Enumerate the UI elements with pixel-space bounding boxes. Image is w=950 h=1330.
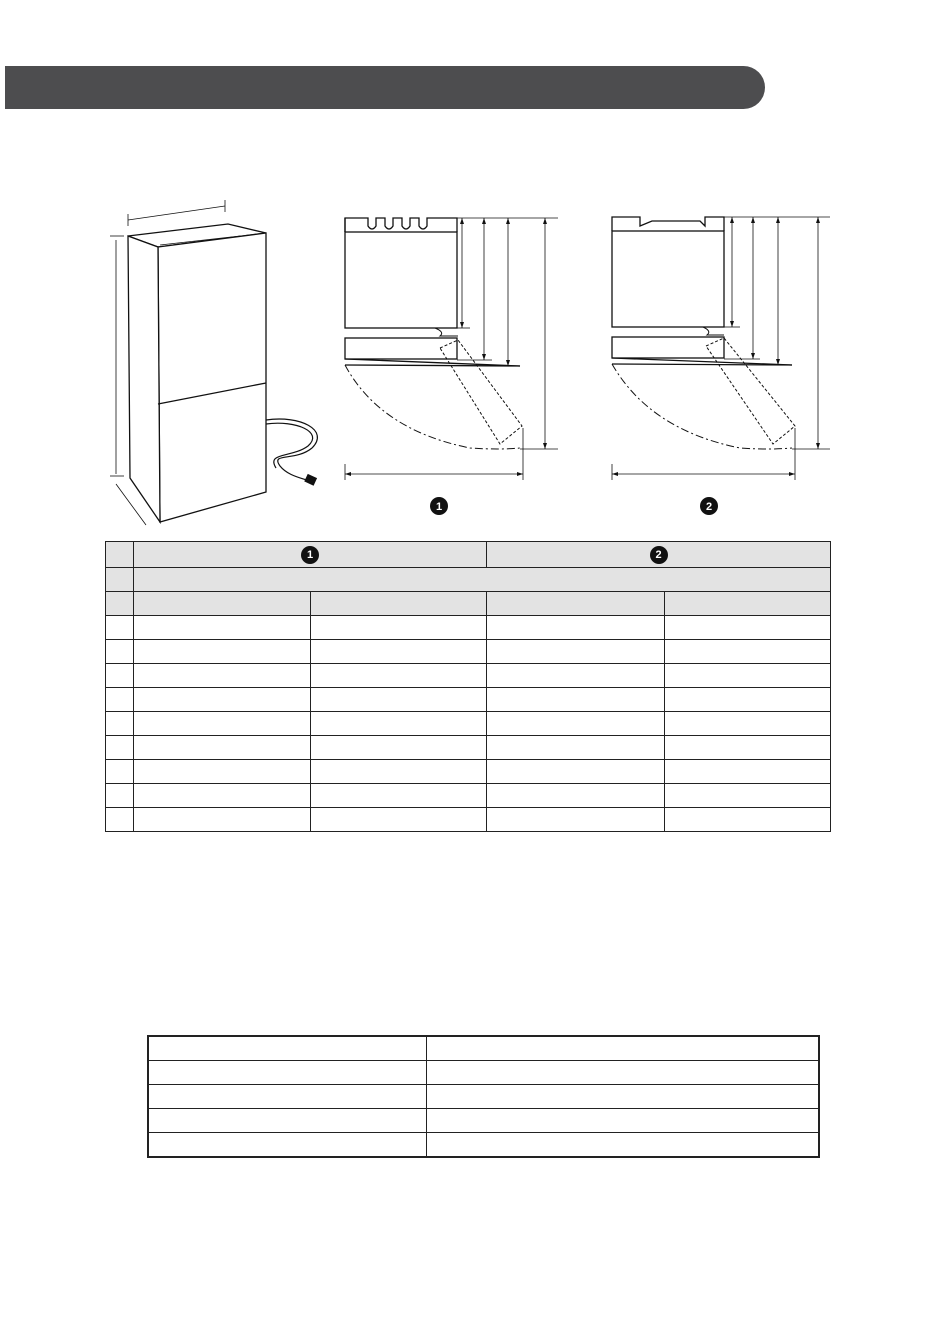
model-cell	[134, 568, 831, 592]
table-row	[148, 1085, 819, 1109]
column-header	[134, 592, 311, 616]
table-column-header-row	[106, 592, 831, 616]
column-header	[311, 592, 487, 616]
table-row	[106, 712, 831, 736]
table-row	[106, 808, 831, 832]
top-view-1-drawing	[345, 218, 558, 480]
table-row	[148, 1036, 819, 1061]
table-row	[106, 640, 831, 664]
table-header-row	[106, 542, 831, 568]
table-row	[106, 688, 831, 712]
dimensions-diagram	[0, 0, 950, 530]
table-corner-cell	[106, 542, 134, 568]
column-header	[665, 592, 831, 616]
variant-2-badge-label: 2	[705, 501, 713, 513]
variant-2-header-cell	[487, 542, 831, 568]
variant-1-table-badge: 1	[301, 546, 319, 564]
table-row	[148, 1133, 819, 1158]
variant-2-table-badge: 2	[650, 546, 668, 564]
variant-1-header-cell	[134, 542, 487, 568]
table-row	[106, 664, 831, 688]
table-row	[148, 1109, 819, 1133]
table-row	[148, 1061, 819, 1085]
dimensions-table	[105, 541, 831, 832]
fridge-isometric-drawing	[110, 200, 317, 525]
table-model-row	[106, 568, 831, 592]
specifications-table	[147, 1035, 820, 1158]
variant-1-badge	[430, 497, 448, 515]
table-row	[106, 616, 831, 640]
top-view-2-drawing	[612, 217, 830, 480]
table-row	[106, 736, 831, 760]
variant-1-badge-label: 1	[435, 501, 443, 513]
table-row	[106, 760, 831, 784]
column-header	[487, 592, 665, 616]
variant-2-badge	[700, 497, 718, 515]
table-row	[106, 784, 831, 808]
